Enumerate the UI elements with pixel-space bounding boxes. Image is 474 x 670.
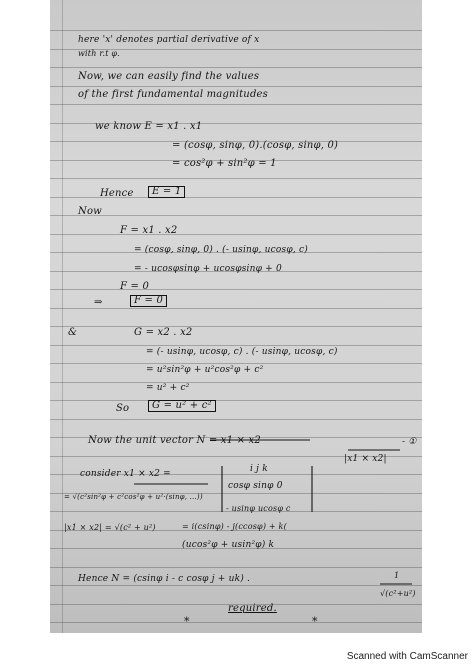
text-line: Now, we can easily find the values — [78, 71, 260, 82]
text-line: (ucos²φ + usin²φ) k — [182, 540, 275, 550]
notebook-page — [50, 0, 422, 633]
text-line: cosφ sinφ 0 — [228, 481, 283, 491]
text-line: |x1 × x2| — [344, 454, 387, 464]
text-line: we know E = x1 . x1 — [95, 121, 203, 132]
text-line: - usinφ ucosφ c — [226, 504, 291, 513]
text-line: Now the unit vector N = x1 × x2 — [88, 435, 261, 446]
text-line: = cos²φ + sin²φ = 1 — [172, 158, 277, 169]
text-line: = u² + c² — [146, 383, 190, 393]
boxed-result: E = 1 — [148, 186, 185, 198]
asterisk-mark: * — [184, 615, 190, 628]
text-line: ⇒ — [94, 297, 103, 308]
text-line: Hence — [100, 188, 134, 199]
text-line: Now — [78, 206, 102, 217]
text-line: F = 0 — [120, 281, 150, 292]
text-line: = (cosφ, sinφ, 0) . (- usinφ, ucosφ, c) — [134, 245, 308, 255]
text-line: = (- usinφ, ucosφ, c) . (- usinφ, ucosφ, c) — [146, 347, 338, 357]
text-line: of the first fundamental magnitudes — [78, 89, 269, 100]
text-line: = u²sin²φ + u²cos²φ + c² — [146, 365, 264, 375]
text-line: & — [68, 327, 78, 338]
text-line: = i(csinφ) - j(ccosφ) + k( — [182, 522, 287, 531]
boxed-result: F = 0 — [130, 295, 167, 307]
text-line: G = x2 . x2 — [134, 327, 193, 338]
scanner-watermark: Scanned with CamScanner — [346, 651, 468, 662]
ink-marks — [50, 0, 422, 633]
text-line: √(c²+u²) — [380, 589, 416, 598]
text-line: - ① — [402, 437, 417, 447]
text-line: 1 — [394, 571, 400, 580]
text-line: So — [116, 403, 130, 414]
text-line: = √(c²sin²φ + c²cos²φ + u²·(sinφ, ...)) — [64, 493, 203, 501]
text-line: required. — [228, 603, 277, 614]
boxed-result: G = u² + c² — [148, 400, 216, 412]
text-line: consider x1 × x2 = — [80, 469, 171, 479]
text-line: |x1 × x2| = √(c² + u²) — [64, 523, 156, 532]
text-line: i j k — [250, 464, 268, 474]
text-line: = - ucosφsinφ + ucosφsinφ + 0 — [134, 264, 282, 274]
text-line: = (cosφ, sinφ, 0).(cosφ, sinφ, 0) — [172, 140, 339, 151]
text-line: here 'x' denotes partial derivative of x — [78, 35, 260, 45]
text-line: F = x1 . x2 — [120, 225, 178, 236]
text-line: with r.t φ. — [78, 49, 120, 58]
text-line: Hence N = (csinφ i - c cosφ j + uk) . — [78, 574, 251, 584]
asterisk-mark: * — [312, 615, 318, 628]
